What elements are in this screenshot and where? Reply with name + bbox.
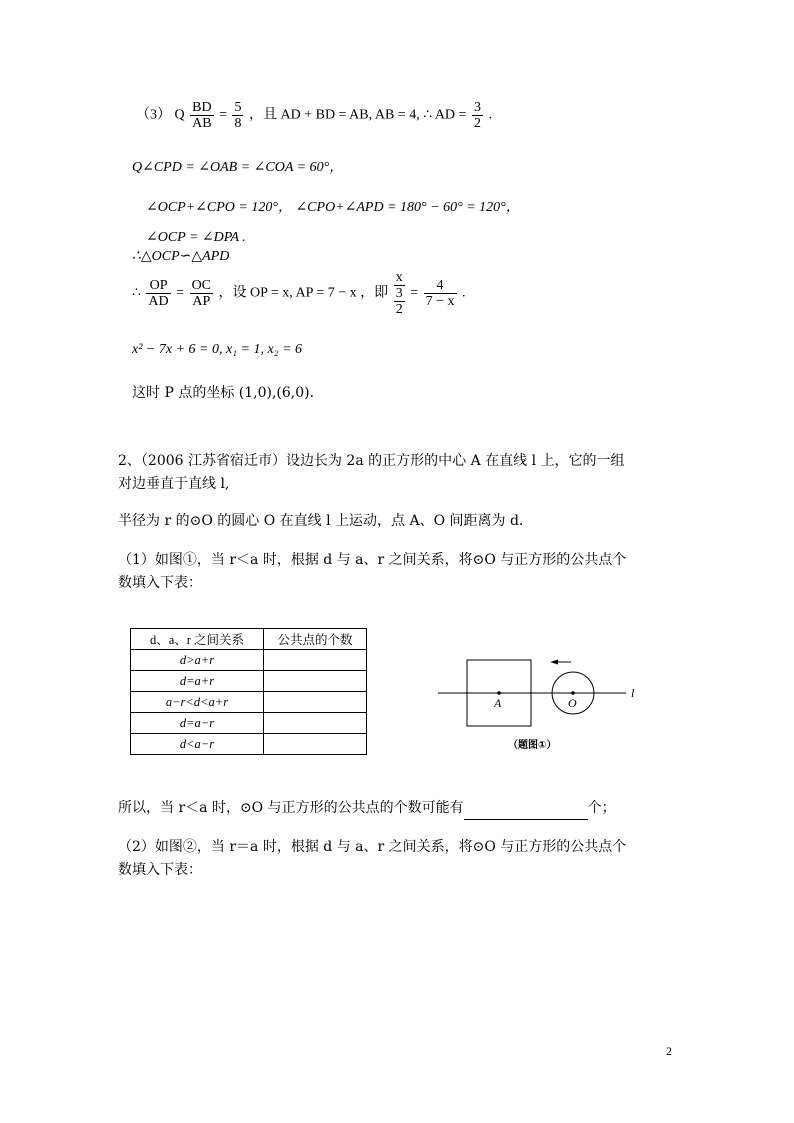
- label-a: A: [494, 696, 502, 710]
- center-o-dot: [571, 691, 575, 695]
- compound-fraction-x: $\frac{x}{\frac{3}{2}}$: [395, 270, 403, 317]
- table-row: a−r<d<a+r: [131, 692, 367, 713]
- answer-cell[interactable]: [264, 692, 367, 713]
- problem2-so-line: 所以，当 r＜a 时，⊙O 与正方形的公共点的个数可能有 个；: [118, 796, 616, 820]
- answer-cell[interactable]: [264, 734, 367, 755]
- answer-cell[interactable]: [264, 713, 367, 734]
- table-row: d=a+r: [131, 671, 367, 692]
- fraction-5-8: $\frac{5}{8}$: [234, 100, 242, 131]
- figure-1: [430, 650, 660, 760]
- part3-line7: x² − 7x + 6 = 0, x₁ = 1, x₂ = 6: [132, 342, 303, 357]
- answer-blank[interactable]: [464, 803, 588, 820]
- problem2-intro3: 半径为 r 的⊙O 的圆心 O 在直线 l 上运动，点 A、O 间距离为 d.: [118, 513, 524, 529]
- part3-line3: ∠OCP+∠CPO = 120°， ∠CPO+∠APD = 180° − 60° = 120°，: [146, 200, 520, 215]
- label-l: l: [631, 686, 635, 700]
- problem2-q1-line2: 数填入下表：: [118, 575, 202, 591]
- fraction-bd-ab: $\frac{BD}{AB}$: [192, 100, 212, 131]
- problem2-q2-line2: 数填入下表：: [118, 862, 202, 878]
- fraction-oc-ap: $\frac{OC}{AP}$: [191, 278, 212, 309]
- part3-line5: ∴△OCP∽△APD: [132, 249, 230, 264]
- part3-line1: （3） Q $\frac{BD}{AB}$ = $\frac{5}{8}$ ，且 AD + BD = AB, AB = 4, ∴ AD = $\frac{3}{2}$ .: [136, 100, 492, 131]
- problem2-intro1: 2、（2006 江苏省宿迁市）设边长为 2a 的正方形的中心 A 在直线 l 上，它的一组: [118, 453, 625, 469]
- answer-cell[interactable]: [264, 650, 367, 671]
- label-o: O: [568, 696, 577, 710]
- relation-table: [130, 628, 367, 755]
- problem2-q2-line1: （2）如图②，当 r＝a 时，根据 d 与 a、r 之间关系，将⊙O 与正方形的公共点个: [118, 839, 627, 855]
- answer-cell[interactable]: [264, 671, 367, 692]
- table-row: d>a+r: [131, 650, 367, 671]
- part3-line4: ∠OCP = ∠DPA .: [146, 230, 246, 245]
- fraction-4-7-x: $\frac{4}{7 - x}$: [425, 278, 455, 309]
- page-number: 2: [666, 1044, 672, 1058]
- problem2-intro2: 对边垂直于直线 l,: [118, 476, 230, 492]
- part3-line2: Q∠CPD = ∠OAB = ∠COA = 60°，: [132, 160, 344, 175]
- table-row: d<a−r: [131, 734, 367, 755]
- table-header-relation: d、a、r 之间关系: [131, 629, 264, 650]
- part3-line6: ∴ $\frac{OP}{AD}$ = $\frac{OC}{AP}$ ，设 OP = x, AP = 7 − x ，即 $\frac{x}{\frac{3}{2}}$ = $\frac{4}{7 - x}$ .: [132, 270, 466, 317]
- problem2-q1-line1: （1）如图①，当 r＜a 时，根据 d 与 a、r 之间关系，将⊙O 与正方形的公共点个: [118, 552, 627, 568]
- fraction-3-2: $\frac{3}{2}$: [473, 100, 481, 131]
- table-header-count: 公共点的个数: [264, 629, 367, 650]
- figure-caption: （题图①）: [508, 740, 557, 751]
- part3-line8: 这时 P 点的坐标 (1,0),(6,0).: [132, 385, 315, 401]
- relation-table-wrapper: [130, 628, 367, 755]
- arrow-left-icon: [550, 660, 571, 665]
- fraction-op-ad: $\frac{OP}{AD}$: [148, 278, 169, 309]
- table-row: d=a−r: [131, 713, 367, 734]
- table-header-row: [131, 629, 367, 650]
- center-a-dot: [497, 691, 501, 695]
